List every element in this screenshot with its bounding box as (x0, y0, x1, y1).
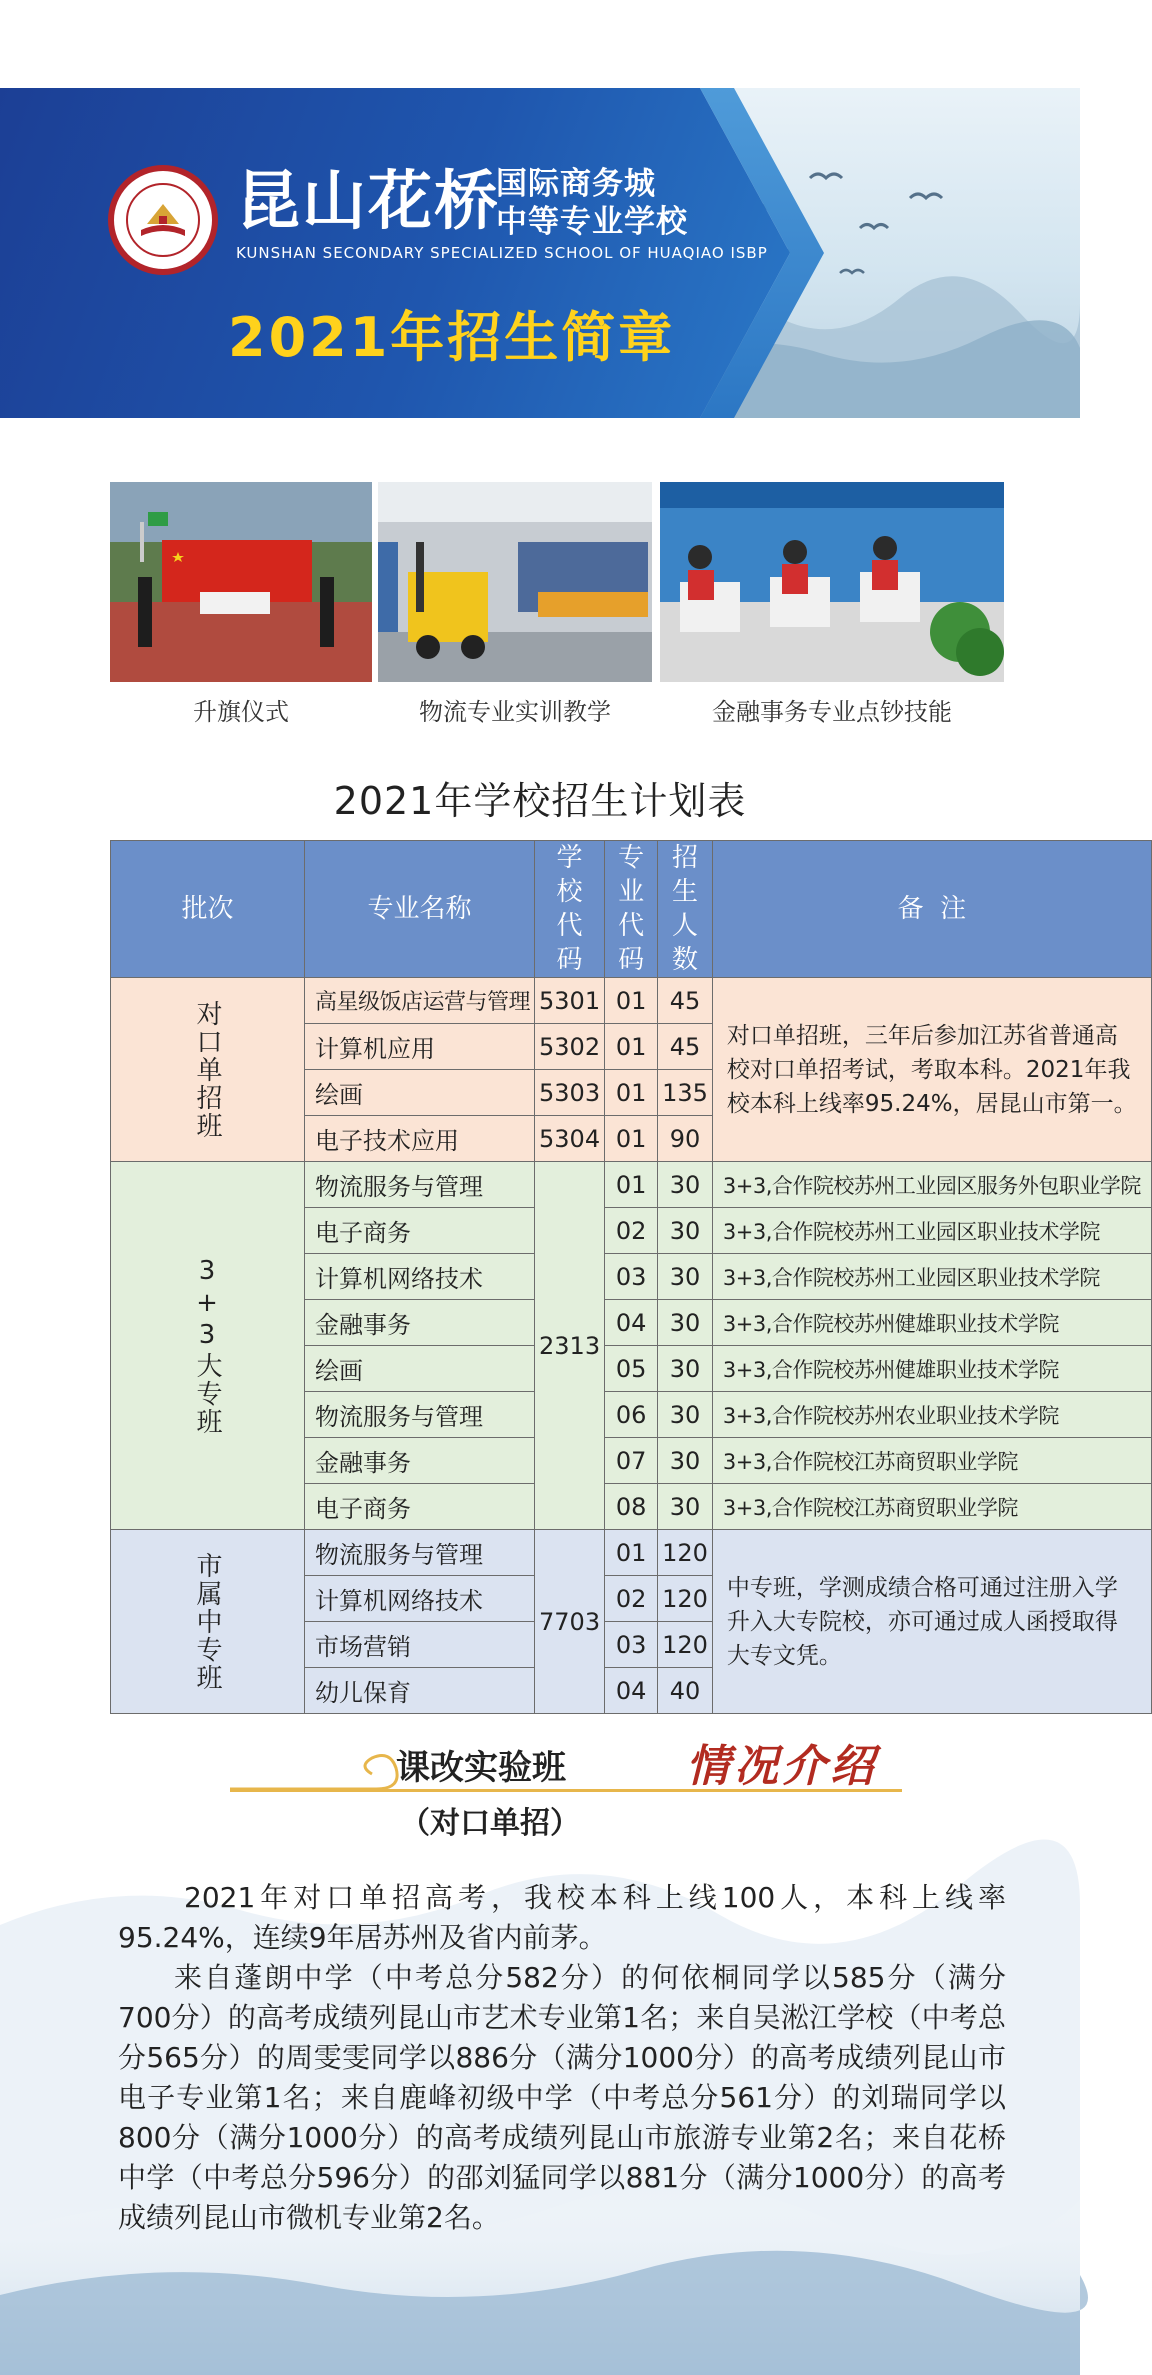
school-name-cn: 昆山花桥 (236, 165, 500, 239)
note-cell: 3+3,合作院校苏州健雄职业技术学院 (712, 1300, 1151, 1346)
major-cell: 金融事务 (305, 1300, 535, 1346)
photo-logistics-training (378, 482, 652, 682)
major-code-cell: 06 (605, 1392, 658, 1438)
major-code-cell: 02 (605, 1208, 658, 1254)
school-code-cell: 5303 (535, 1070, 605, 1116)
batch-cell: 对口单招班 (111, 978, 305, 1162)
count-cell: 30 (658, 1392, 713, 1438)
section-title: 课改实验班 (396, 1748, 566, 1788)
photo-finance-skills (660, 482, 1004, 682)
count-cell: 45 (658, 978, 713, 1024)
header-banner (0, 88, 1080, 418)
note-cell: 3+3,合作院校苏州工业园区职业技术学院 (712, 1208, 1151, 1254)
batch-cell: 3+3大专班 (111, 1162, 305, 1530)
section-script-title: 情况介绍 (686, 1741, 878, 1792)
count-cell: 30 (658, 1162, 713, 1208)
school-logo (108, 165, 218, 275)
major-code-cell: 01 (605, 1162, 658, 1208)
major-code-cell: 04 (605, 1300, 658, 1346)
note-cell: 3+3,合作院校江苏商贸职业学院 (712, 1438, 1151, 1484)
photo-caption-1: 升旗仪式 (193, 698, 289, 726)
header-major: 专业名称 (305, 841, 535, 978)
major-cell: 市场营销 (305, 1622, 535, 1668)
note-cell: 3+3,合作院校江苏商贸职业学院 (712, 1484, 1151, 1530)
major-cell: 电子商务 (305, 1484, 535, 1530)
logo-emblem (126, 183, 200, 257)
note-cell: 3+3,合作院校苏州工业园区服务外包职业学院 (712, 1162, 1151, 1208)
table-row (111, 1162, 1152, 1208)
major-code-cell: 01 (605, 978, 658, 1024)
major-cell: 物流服务与管理 (305, 1392, 535, 1438)
count-cell: 120 (658, 1576, 713, 1622)
batch-cell: 市属中专班 (111, 1530, 305, 1714)
major-code-cell: 05 (605, 1346, 658, 1392)
major-code-cell: 02 (605, 1576, 658, 1622)
note-cell: 3+3,合作院校苏州农业职业技术学院 (712, 1392, 1151, 1438)
scroll-ornament-icon (226, 1742, 406, 1792)
major-cell: 金融事务 (305, 1438, 535, 1484)
major-cell: 电子技术应用 (305, 1116, 535, 1162)
note-cell: 3+3,合作院校苏州工业园区职业技术学院 (712, 1254, 1151, 1300)
major-cell: 计算机网络技术 (305, 1254, 535, 1300)
table-row (111, 1530, 1152, 1576)
note-cell: 对口单招班，三年后参加江苏省普通高校对口单招考试，考取本科。2021年我校本科上线率95.24%，居昆山市第一。 (712, 978, 1151, 1162)
header-school-code: 学校代码 (535, 841, 605, 978)
major-code-cell: 01 (605, 1530, 658, 1576)
major-cell: 高星级饭店运营与管理 (305, 978, 535, 1024)
note-cell: 中专班，学测成绩合格可通过注册入学升入大专院校，亦可通过成人函授取得大专文凭。 (712, 1530, 1151, 1714)
count-cell: 30 (658, 1484, 713, 1530)
count-cell: 120 (658, 1622, 713, 1668)
major-code-cell: 04 (605, 1668, 658, 1714)
school-name-en: KUNSHAN SECONDARY SPECIALIZED SCHOOL OF HUAQIAO ISBP (236, 244, 768, 262)
paragraph-1: 2021年对口单招高考，我校本科上线100人，本科上线率95.24%，连续9年居苏州及省内前茅。 (118, 1881, 1006, 1954)
major-cell: 绘画 (305, 1346, 535, 1392)
major-code-cell: 01 (605, 1024, 658, 1070)
table-header-row (111, 841, 1152, 978)
header-note: 备 注 (712, 841, 1151, 978)
count-cell: 30 (658, 1254, 713, 1300)
major-cell: 计算机应用 (305, 1024, 535, 1070)
section-subtitle: （对口单招） (400, 1806, 580, 1841)
paragraph-2: 来自蓬朗中学（中考总分582分）的何依桐同学以585分（满分700分）的高考成绩列昆山市艺术专业第1名；来自吴淞江学校（中考总分565分）的周雯雯同学以886分（满分1000分）的高考成绩列昆山市电子专业第1名；来自鹿峰初级中学（中考总分561分）的刘瑞同学以800分（满分1000分）的高考成绩列昆山市旅游专业第2名；来自花桥中学（中考总分596分）的邵刘猛同学以881分（满分1000分）的高考成绩列昆山市微机专业第2名。 (118, 1961, 1006, 2234)
plan-table-title: 2021年学校招生计划表 (333, 779, 747, 823)
school-code-cell: 7703 (535, 1530, 605, 1714)
school-sub-line2: 中等专业学校 (496, 204, 688, 240)
note-cell: 3+3,合作院校苏州健雄职业技术学院 (712, 1346, 1151, 1392)
major-cell: 计算机网络技术 (305, 1576, 535, 1622)
school-code-cell: 5302 (535, 1024, 605, 1070)
major-cell: 幼儿保育 (305, 1668, 535, 1714)
major-code-cell: 03 (605, 1254, 658, 1300)
brochure-title: 2021年招生简章 (228, 306, 676, 369)
major-cell: 绘画 (305, 1070, 535, 1116)
major-code-cell: 07 (605, 1438, 658, 1484)
photo-caption-3: 金融事务专业点钞技能 (712, 698, 952, 726)
count-cell: 30 (658, 1208, 713, 1254)
school-sub-line1: 国际商务城 (496, 166, 656, 202)
major-cell: 物流服务与管理 (305, 1530, 535, 1576)
photo-flag-ceremony (110, 482, 372, 682)
major-code-cell: 01 (605, 1070, 658, 1116)
count-cell: 120 (658, 1530, 713, 1576)
table-row (111, 978, 1152, 1024)
count-cell: 30 (658, 1300, 713, 1346)
count-cell: 30 (658, 1438, 713, 1484)
enrollment-plan-table (110, 840, 1152, 1714)
count-cell: 90 (658, 1116, 713, 1162)
photo-caption-2: 物流专业实训教学 (419, 698, 611, 726)
header-enrollment: 招生人数 (658, 841, 713, 978)
header-batch: 批次 (111, 841, 305, 978)
school-code-cell: 5301 (535, 978, 605, 1024)
school-code-cell: 2313 (535, 1162, 605, 1530)
school-code-cell: 5304 (535, 1116, 605, 1162)
major-cell: 物流服务与管理 (305, 1162, 535, 1208)
book-emblem-icon (137, 194, 189, 246)
major-cell: 电子商务 (305, 1208, 535, 1254)
count-cell: 45 (658, 1024, 713, 1070)
header-major-code: 专业代码 (605, 841, 658, 978)
count-cell: 30 (658, 1346, 713, 1392)
major-code-cell: 03 (605, 1622, 658, 1668)
major-code-cell: 01 (605, 1116, 658, 1162)
count-cell: 40 (658, 1668, 713, 1714)
major-code-cell: 08 (605, 1484, 658, 1530)
count-cell: 135 (658, 1070, 713, 1116)
